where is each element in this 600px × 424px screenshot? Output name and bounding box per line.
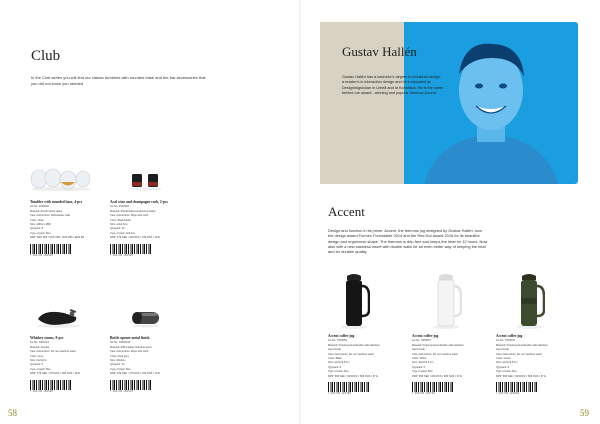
spec-line: Color: Black/white	[110, 218, 131, 222]
spec-line: Type of pack: Box	[496, 370, 517, 374]
whiskey-stones-image	[34, 305, 82, 329]
spec-line: Type of pack: Box	[30, 231, 51, 235]
spec-line: Qty/pack: 6	[30, 363, 44, 367]
spec-line: Type of pack: Gift box	[110, 231, 136, 235]
spec-line: steel inside	[328, 348, 341, 352]
spec-line: Size: 2x2x2cm	[30, 359, 47, 363]
accent-intro: Design and function in its prime. Accent, the thermos jug designed by Gustav Hallén, won the design award Formex Formidable 2014 and the Red Dot Award 2016 for its beautiful design and ergonomic shape. The thermos is drip-free and keeps the heat for 12 hours. Now also with a new stainless insert with double walls for an even better way of keeping the heat and for durable quality.	[328, 228, 488, 255]
page-number-left: 58	[8, 408, 17, 418]
spec-line: Care instructions: Do not machine wash	[496, 352, 542, 356]
corks-image	[128, 171, 164, 191]
barcode	[496, 382, 538, 392]
spec-line: Art.No. 7000070	[496, 339, 515, 343]
spec-line: Care instructions: Wipe with cloth	[110, 214, 149, 218]
barcode-number: 7 394730 193809	[496, 392, 520, 396]
barcode	[328, 382, 370, 392]
spec-line: Type of pack: Box	[110, 367, 131, 371]
spec-line: steel inside	[496, 348, 509, 352]
bottle-opener-image	[130, 309, 162, 329]
spec-line: Color: White	[412, 357, 427, 361]
coffee-jug-white-image	[432, 272, 462, 330]
designer-bio: Gustav Hallén has a bachelor's degree in industrial design, a master's in interaction design and he's educated at Designhögskolan in Umeå and at Konstfack. He is the name behind our award - winning and popular thermos Accent.	[342, 75, 444, 96]
barcode-number: 7 394730 193793	[412, 392, 436, 396]
barcode	[412, 382, 454, 392]
spec-line: Material: Polypropylene/double wall stainless	[412, 343, 464, 347]
product-name: Bottle opener metal finish	[110, 336, 150, 340]
product-name: Accent coffee jug	[412, 334, 439, 338]
barcode-number: 7 394730 193512	[110, 389, 134, 393]
spec-line: Material: Plastic/silicone/aluminum/alloy	[110, 209, 156, 213]
spec-line: steel inside	[412, 348, 425, 352]
barcode	[30, 244, 72, 254]
product-name: Accent coffee jug	[328, 334, 355, 338]
spec-line: Qty/pack: 6	[496, 365, 510, 369]
spec-line: Art.No. 0016340	[30, 205, 49, 209]
spec-line: Qty/pack: 6	[328, 365, 342, 369]
coffee-jug-green-image	[515, 272, 545, 330]
spec-line: Color: Grey	[30, 354, 44, 358]
barcode	[110, 244, 152, 254]
product-accent-white	[412, 334, 490, 396]
barcode	[30, 380, 72, 390]
spec-line: Color: Clear	[30, 218, 44, 222]
spec-line: Material: Polypropylene/double wall stainless	[328, 343, 380, 347]
spec-line: Art.No. 7000057	[412, 339, 431, 343]
spec-line: Type of pack: Box	[328, 370, 349, 374]
book-gutter	[299, 0, 301, 424]
spec-line: Size: ø6x4cm	[110, 359, 126, 363]
barcode-number: 7 394730 183560	[30, 389, 54, 393]
spec-line: RRP: SEK 895 / DKK 695 / NOK 895 / EUR 89	[30, 236, 84, 240]
spec-line: RRP: 695 SEK / 649 DKK / 695 NOK / 67 E	[496, 374, 547, 378]
spec-line: Color: Dark grey	[110, 354, 129, 358]
product-tumblers	[30, 200, 105, 258]
spec-line: Art.No. 7000123	[30, 341, 49, 345]
spec-line: Size: ø10x24.5 cm	[496, 361, 518, 365]
designer-name: Gustav Hallén	[342, 44, 417, 59]
spec-line: Type of pack: Box	[412, 370, 433, 374]
spec-line: Size: ø10x24.5 cm	[328, 361, 350, 365]
product-corks	[110, 200, 188, 258]
spec-line: Material: Mouth blown glass	[30, 209, 63, 213]
spec-line: Material: Granite	[30, 345, 50, 349]
spec-line: Care instructions: Do not machine wash	[30, 350, 76, 354]
product-name: Whiskey stones, 9-pcs	[30, 336, 64, 340]
barcode	[110, 380, 152, 390]
spec-line: Qty/pack: 6	[412, 365, 426, 369]
product-accent-green	[496, 334, 574, 396]
spec-line: Care instructions: Dishwasher safe	[30, 214, 71, 218]
product-name: Tumbler with rounded base, 4-pcs	[30, 200, 83, 204]
spec-line: Size: ø80mm Ø60	[30, 223, 51, 227]
tumblers-image	[30, 165, 92, 191]
spec-line: RRP: 199 SEK / 179 DKK / 199 NOK / 19 E	[110, 372, 161, 376]
spec-line: Art.No. 10030233	[110, 341, 131, 345]
spec-line: RRP: 375 SEK / 379 DKK / 395 NOK / 39 E	[30, 372, 81, 376]
spec-line: Care instructions: Do not machine wash	[328, 352, 374, 356]
spec-line: RRP: 275 SEK / 249 DKK / 249 NOK / 29 E	[110, 236, 161, 240]
spec-line: Care instructions: Do not machine wash	[412, 352, 458, 356]
barcode-number: 7 394730 193786	[328, 392, 352, 396]
spec-line: Qty/pack: 12	[110, 227, 125, 231]
spec-line: Color: Black	[328, 357, 342, 361]
product-name: Acal wine and champagne cork, 2-pcs	[110, 200, 168, 204]
coffee-jug-black-image	[340, 272, 370, 330]
spec-line: RRP: 695 SEK / 649 DKK / 695 NOK / 67 E	[328, 374, 379, 378]
spec-line: Size: ø10x24.5 cm	[412, 361, 434, 365]
accent-title: Accent	[328, 204, 365, 219]
club-intro: In the Club series you will find our classic tumblers with rounded base and the bar accessories that you did not know you needed	[31, 75, 206, 86]
spec-line: Qty/pack: 8	[30, 227, 44, 231]
product-name: Accent coffee jug	[496, 334, 523, 338]
spec-line: Art.No. 7000056	[328, 339, 347, 343]
club-title: Club	[31, 48, 61, 64]
spec-line: Art.No. 0010392	[110, 205, 129, 209]
product-bottle-opener	[110, 336, 188, 394]
barcode-number: 7 394730 193509	[30, 253, 54, 257]
barcode-number: 7 394730 183539	[110, 253, 134, 257]
product-accent-black	[328, 334, 406, 396]
spec-line: Material: Polypropylene/double wall stainless	[496, 343, 548, 347]
spec-line: Care instructions: Wipe with cloth	[110, 350, 149, 354]
spec-line: Color: Green	[496, 357, 511, 361]
page-number-right: 59	[580, 408, 589, 418]
spec-line: Qty/pack: 12	[110, 363, 125, 367]
spec-line: RRP: 695 SEK / 649 DKK / 695 NOK / 67 E	[412, 374, 463, 378]
product-whiskey-stones	[30, 336, 105, 394]
designer-photo	[404, 22, 578, 184]
spec-line: Type of pack: Box	[30, 367, 51, 371]
spec-line: Material: ABS plastic/ stainless steel	[110, 345, 152, 349]
spec-line: Size: ø4x4.5cm	[110, 223, 128, 227]
